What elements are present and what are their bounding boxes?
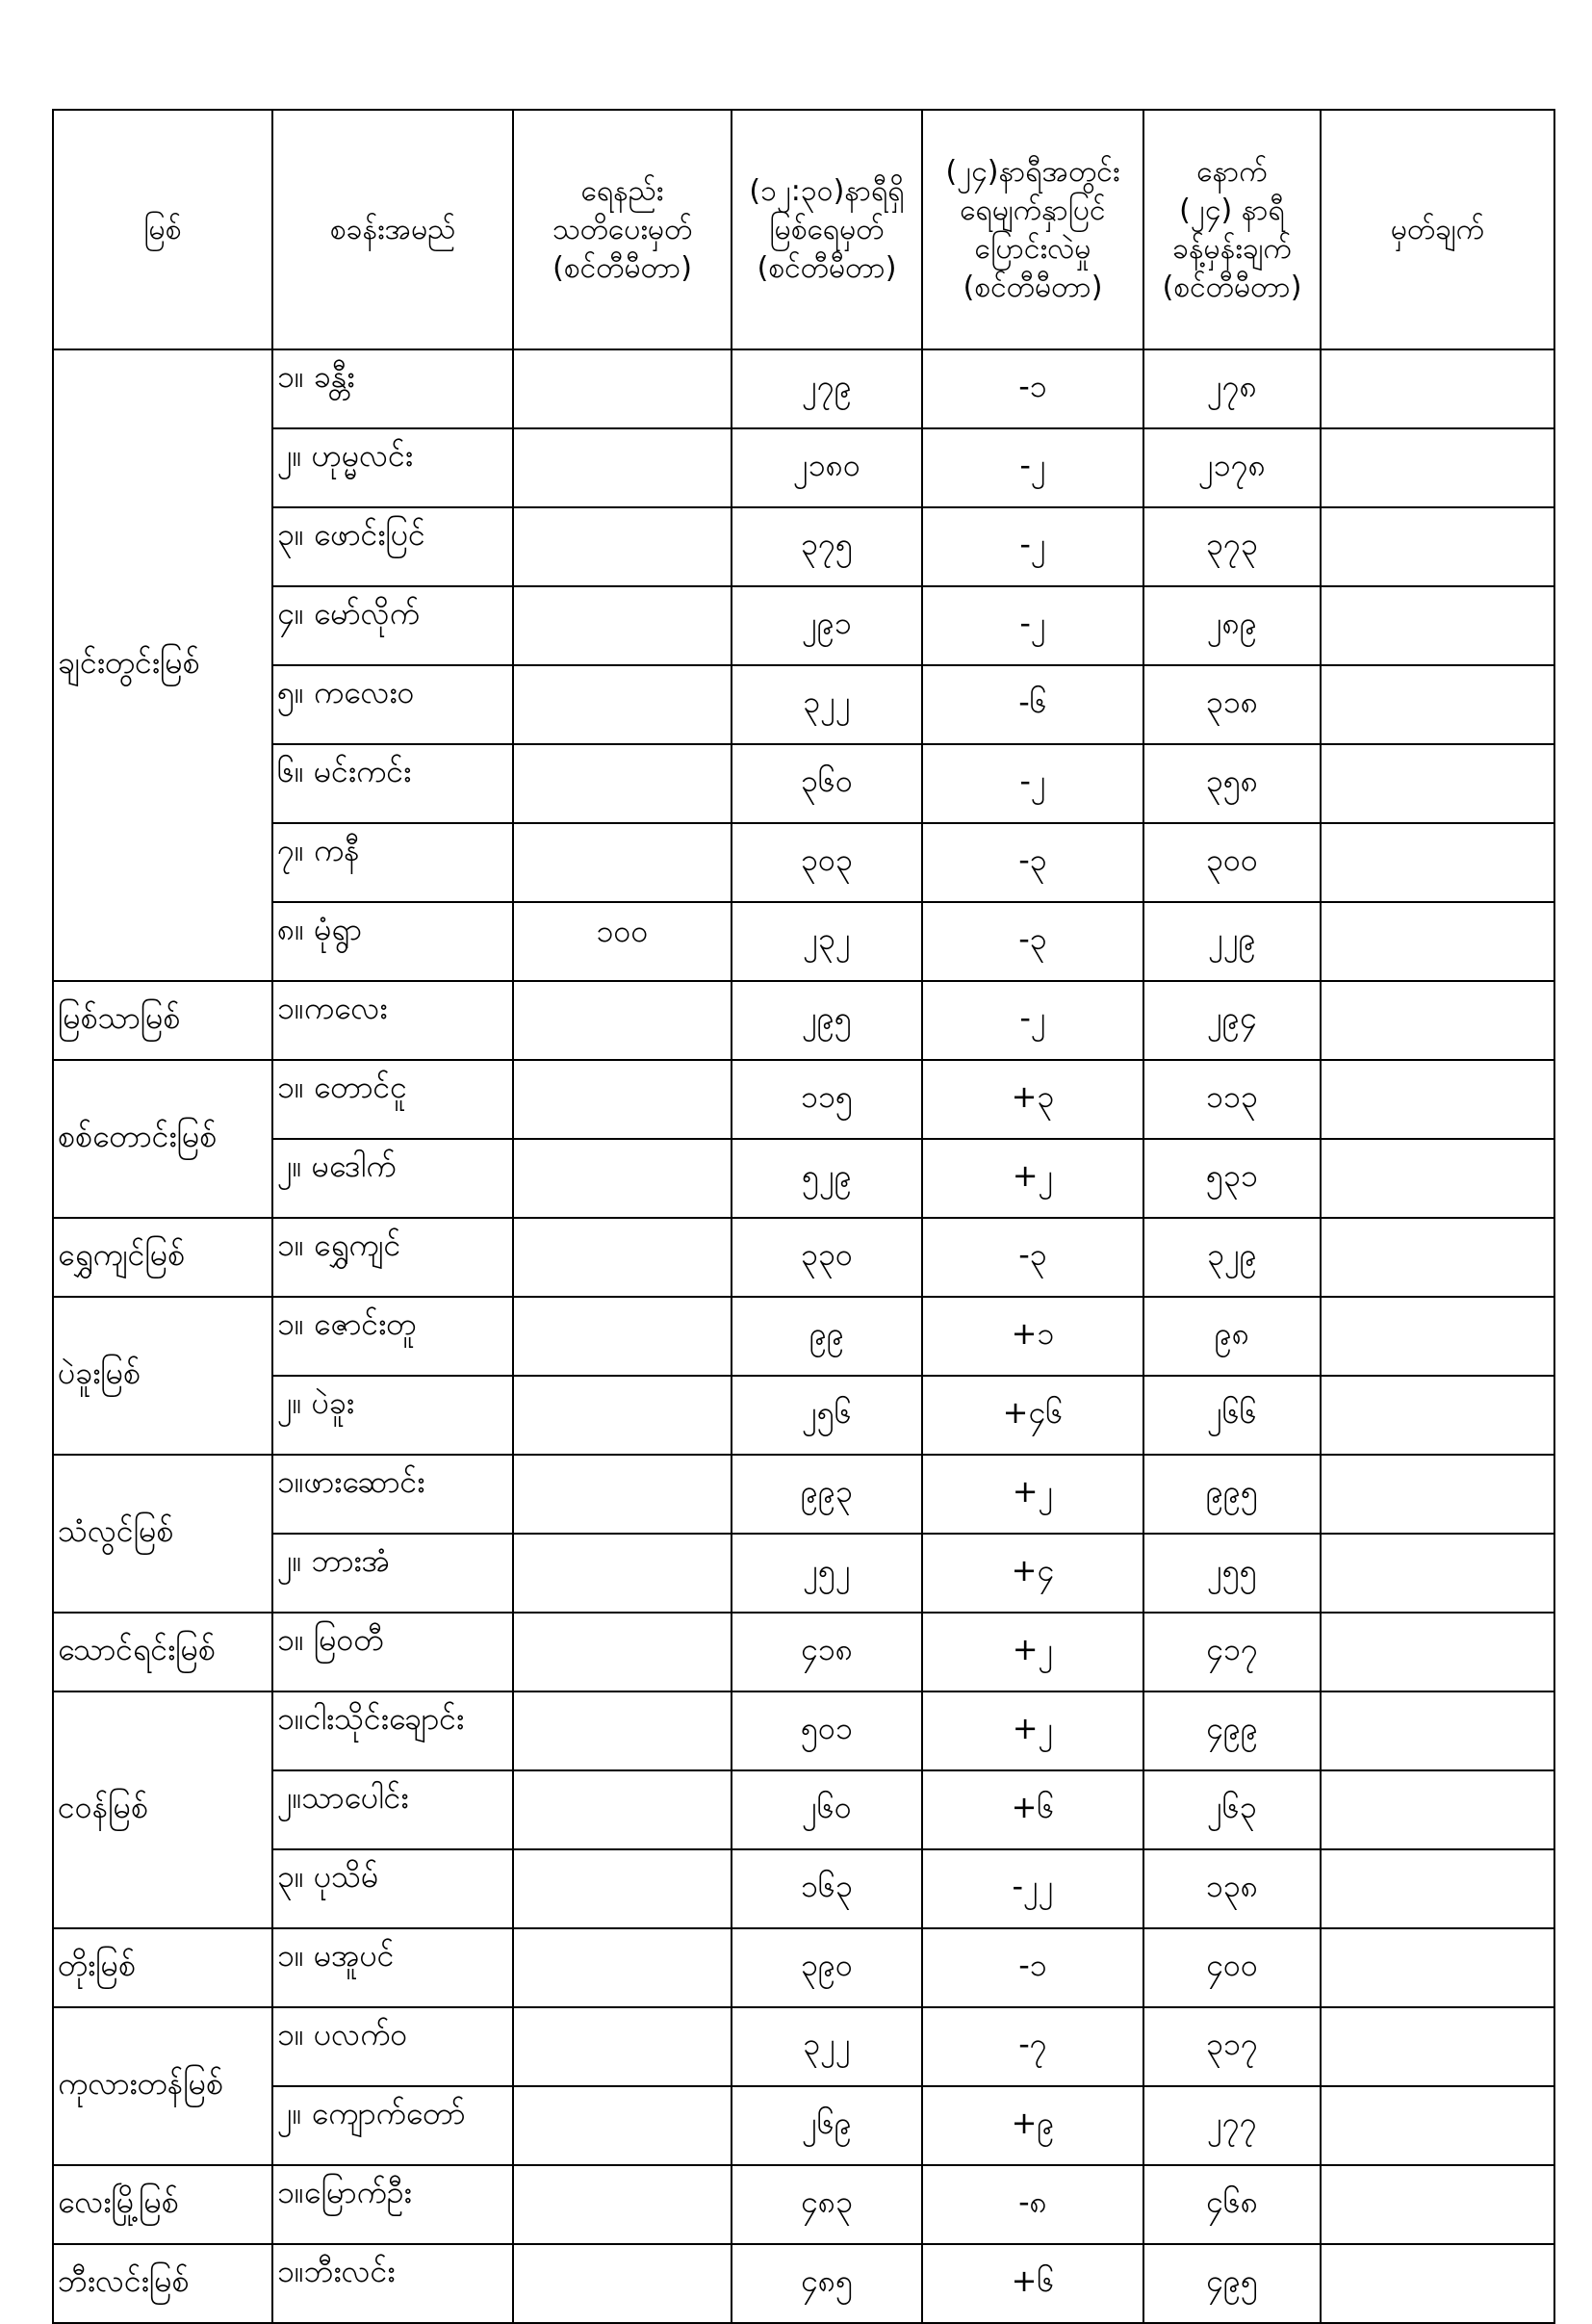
level-forecast: ၁၁၃ [1143,1060,1321,1139]
station-name: ၁။ မအူပင် [272,1928,513,2007]
low-water-warning [513,744,732,823]
table-row [53,586,1554,665]
river-level: ၄၁၈ [732,1613,922,1691]
level-forecast: ၂၉၄ [1143,981,1321,1060]
header-remark: မှတ်ချက် [1321,110,1554,349]
level-change: -၃ [922,902,1143,981]
low-water-warning [513,586,732,665]
river-level-table [52,109,1555,2324]
station-name: ၂။ ဟုမ္မလင်း [272,428,513,507]
table-row [53,1691,1554,1770]
level-change: -၆ [922,665,1143,744]
level-change: +၄ [922,1534,1143,1613]
remark [1321,1455,1554,1534]
level-change: +၆ [922,1770,1143,1849]
level-change: -၃ [922,823,1143,902]
level-forecast: ၄၆၈ [1143,2165,1321,2244]
table-row [53,1139,1554,1218]
header-24h-change: (၂၄)နာရီအတွင်း ရေမျက်နှာပြင် ပြောင်းလဲမှု (စင်တီမီတာ) [922,110,1143,349]
low-water-warning [513,349,732,428]
table-row [53,2007,1554,2086]
level-forecast: ၂၆၆ [1143,1376,1321,1455]
station-name: ၃။ ဖောင်းပြင် [272,507,513,586]
table-row [53,428,1554,507]
station-name: ၂။ ပဲခူး [272,1376,513,1455]
river-level: ၉၉ [732,1297,922,1376]
low-water-warning [513,1613,732,1691]
river-level: ၄၈၃ [732,2165,922,2244]
level-forecast: ၂၈၉ [1143,586,1321,665]
level-forecast: ၃၁၇ [1143,2007,1321,2086]
low-water-warning [513,665,732,744]
table-row [53,823,1554,902]
low-water-warning [513,2007,732,2086]
level-change: +၁ [922,1297,1143,1376]
remark [1321,349,1554,428]
table-row [53,1376,1554,1455]
river-name: သံလွင်မြစ် [53,1455,272,1613]
river-level: ၃၇၅ [732,507,922,586]
river-level: ၂၉၁ [732,586,922,665]
river-level: ၃၉၀ [732,1928,922,2007]
level-forecast: ၄၁၇ [1143,1613,1321,1691]
level-forecast: ၃၅၈ [1143,744,1321,823]
station-name: ၈။ မုံရွာ [272,902,513,981]
remark [1321,665,1554,744]
station-name: ၁။ ပလက်ဝ [272,2007,513,2086]
remark [1321,1613,1554,1691]
river-level: ၃၆၀ [732,744,922,823]
low-water-warning [513,1691,732,1770]
remark [1321,1928,1554,2007]
level-forecast: ၂၅၅ [1143,1534,1321,1613]
river-name: ပဲခူးမြစ် [53,1297,272,1455]
level-change: -၂၂ [922,1849,1143,1928]
river-level: ၃၀၃ [732,823,922,902]
low-water-warning [513,428,732,507]
river-level: ၂၅၂ [732,1534,922,1613]
level-forecast: ၄၀၀ [1143,1928,1321,2007]
table-row [53,1297,1554,1376]
low-water-warning: ၁၀၀ [513,902,732,981]
remark [1321,2086,1554,2165]
level-change: -၃ [922,1218,1143,1297]
level-forecast: ၂၇၈ [1143,349,1321,428]
level-change: -၈ [922,2165,1143,2244]
table-row [53,1455,1554,1534]
river-name: ကုလားတန်မြစ် [53,2007,272,2165]
remark [1321,1297,1554,1376]
river-level: ၂၆၀ [732,1770,922,1849]
level-change: +၉ [922,2086,1143,2165]
remark [1321,2007,1554,2086]
table-row [53,507,1554,586]
table-row [53,1613,1554,1691]
low-water-warning [513,1849,732,1928]
low-water-warning [513,507,732,586]
station-name: ၇။ ကနီ [272,823,513,902]
river-name: ဘီးလင်းမြစ် [53,2244,272,2323]
station-name: ၁။ ခန္တီး [272,349,513,428]
remark [1321,2244,1554,2323]
remark [1321,1770,1554,1849]
remark [1321,1218,1554,1297]
table-row [53,2086,1554,2165]
river-level: ၂၇၉ [732,349,922,428]
level-change: -၂ [922,507,1143,586]
station-name: ၁။ ရွှေကျင် [272,1218,513,1297]
station-name: ၄။ မော်လိုက် [272,586,513,665]
level-change: +၂ [922,1455,1143,1534]
header-station-name: စခန်းအမည် [272,110,513,349]
level-change: -၁ [922,349,1143,428]
low-water-warning [513,1928,732,2007]
level-change: -၁ [922,1928,1143,2007]
table-row [53,902,1554,981]
header-river: မြစ် [53,110,272,349]
level-change: +၂ [922,1613,1143,1691]
level-forecast: ၂၂၉ [1143,902,1321,981]
level-change: -၂ [922,981,1143,1060]
level-forecast: ၂၆၃ [1143,1770,1321,1849]
station-name: ၆။ မင်းကင်း [272,744,513,823]
header-row [53,110,1554,349]
low-water-warning [513,2086,732,2165]
level-change: +၃ [922,1060,1143,1139]
river-name: ရွှေကျင်မြစ် [53,1218,272,1297]
river-level: ၂၆၉ [732,2086,922,2165]
river-level: ၁၆၃ [732,1849,922,1928]
low-water-warning [513,1297,732,1376]
river-name: စစ်တောင်းမြစ် [53,1060,272,1218]
station-name: ၂။ မဒေါက် [272,1139,513,1218]
station-name: ၁။ငါးသိုင်းချောင်း [272,1691,513,1770]
level-forecast: ၃၇၃ [1143,507,1321,586]
table-row [53,1849,1554,1928]
level-change: +၄၆ [922,1376,1143,1455]
remark [1321,1376,1554,1455]
level-change: -၂ [922,586,1143,665]
table-row [53,2244,1554,2323]
remark [1321,981,1554,1060]
station-name: ၁။ တောင်ငူ [272,1060,513,1139]
station-name: ၃။ ပုသိမ် [272,1849,513,1928]
level-forecast: ၂၁၇၈ [1143,428,1321,507]
remark [1321,1534,1554,1613]
river-name: သောင်ရင်းမြစ် [53,1613,272,1691]
low-water-warning [513,2244,732,2323]
table-row [53,981,1554,1060]
table-row [53,744,1554,823]
level-forecast: ၅၃၁ [1143,1139,1321,1218]
table-row [53,1928,1554,2007]
remark [1321,1849,1554,1928]
remark [1321,1139,1554,1218]
station-name: ၁။ကလေး [272,981,513,1060]
level-change: +၂ [922,1691,1143,1770]
low-water-warning [513,1060,732,1139]
header-river-level: (၁၂:၃၀)နာရီရှိ မြစ်ရေမှတ် (စင်တီမီတာ) [732,110,922,349]
river-level: ၄၈၅ [732,2244,922,2323]
remark [1321,823,1554,902]
table-row [53,2165,1554,2244]
low-water-warning [513,1376,732,1455]
station-name: ၁။ဖားဆောင်း [272,1455,513,1534]
remark [1321,2165,1554,2244]
header-low-water-warning: ရေနည်း သတိပေးမှတ် (စင်တီမီတာ) [513,110,732,349]
river-name: ငဝန်မြစ် [53,1691,272,1928]
station-name: ၅။ ကလေးဝ [272,665,513,744]
remark [1321,586,1554,665]
station-name: ၂။သာပေါင်း [272,1770,513,1849]
remark [1321,428,1554,507]
level-change: +၆ [922,2244,1143,2323]
river-name: မြစ်သာမြစ် [53,981,272,1060]
level-forecast: ၁၃၈ [1143,1849,1321,1928]
remark [1321,744,1554,823]
table-body [53,349,1554,2323]
remark [1321,1691,1554,1770]
river-level: ၂၉၅ [732,981,922,1060]
level-forecast: ၄၉၅ [1143,2244,1321,2323]
station-name: ၁။ ဇောင်းတူ [272,1297,513,1376]
low-water-warning [513,2165,732,2244]
header-24h-forecast: နောက် (၂၄) နာရီ ခန့်မှန်းချက် (စင်တီမီတာ) [1143,110,1321,349]
river-level: ၅၀၁ [732,1691,922,1770]
station-name: ၂။ ကျောက်တော် [272,2086,513,2165]
low-water-warning [513,1534,732,1613]
low-water-warning [513,1218,732,1297]
river-level: ၃၃၀ [732,1218,922,1297]
level-forecast: ၃၂၉ [1143,1218,1321,1297]
table-row [53,1060,1554,1139]
low-water-warning [513,823,732,902]
table-row [53,1534,1554,1613]
river-level: ၃၂၂ [732,2007,922,2086]
river-name: လေးမြို့မြစ် [53,2165,272,2244]
river-level: ၃၂၂ [732,665,922,744]
table-row [53,665,1554,744]
level-forecast: ၉၈ [1143,1297,1321,1376]
river-level: ၂၅၆ [732,1376,922,1455]
level-change: -၂ [922,744,1143,823]
river-level: ၅၂၉ [732,1139,922,1218]
river-name: ချင်းတွင်းမြစ် [53,349,272,981]
low-water-warning [513,1770,732,1849]
table-row [53,1218,1554,1297]
station-name: ၁။ မြဝတီ [272,1613,513,1691]
low-water-warning [513,1455,732,1534]
low-water-warning [513,1139,732,1218]
level-forecast: ၃၀၀ [1143,823,1321,902]
low-water-warning [513,981,732,1060]
level-forecast: ၂၇၇ [1143,2086,1321,2165]
river-name: တိုးမြစ် [53,1928,272,2007]
remark [1321,507,1554,586]
remark [1321,1060,1554,1139]
table-row [53,349,1554,428]
table-row [53,1770,1554,1849]
river-level: ၉၉၃ [732,1455,922,1534]
station-name: ၂။ ဘားအံ [272,1534,513,1613]
river-level: ၂၃၂ [732,902,922,981]
station-name: ၁။မြောက်ဦး [272,2165,513,2244]
river-level: ၂၁၈၀ [732,428,922,507]
level-forecast: ၃၁၈ [1143,665,1321,744]
remark [1321,902,1554,981]
level-change: +၂ [922,1139,1143,1218]
level-change: -၂ [922,428,1143,507]
level-change: -၇ [922,2007,1143,2086]
level-forecast: ၄၉၉ [1143,1691,1321,1770]
level-forecast: ၉၉၅ [1143,1455,1321,1534]
river-level: ၁၁၅ [732,1060,922,1139]
station-name: ၁။ဘီးလင်း [272,2244,513,2323]
